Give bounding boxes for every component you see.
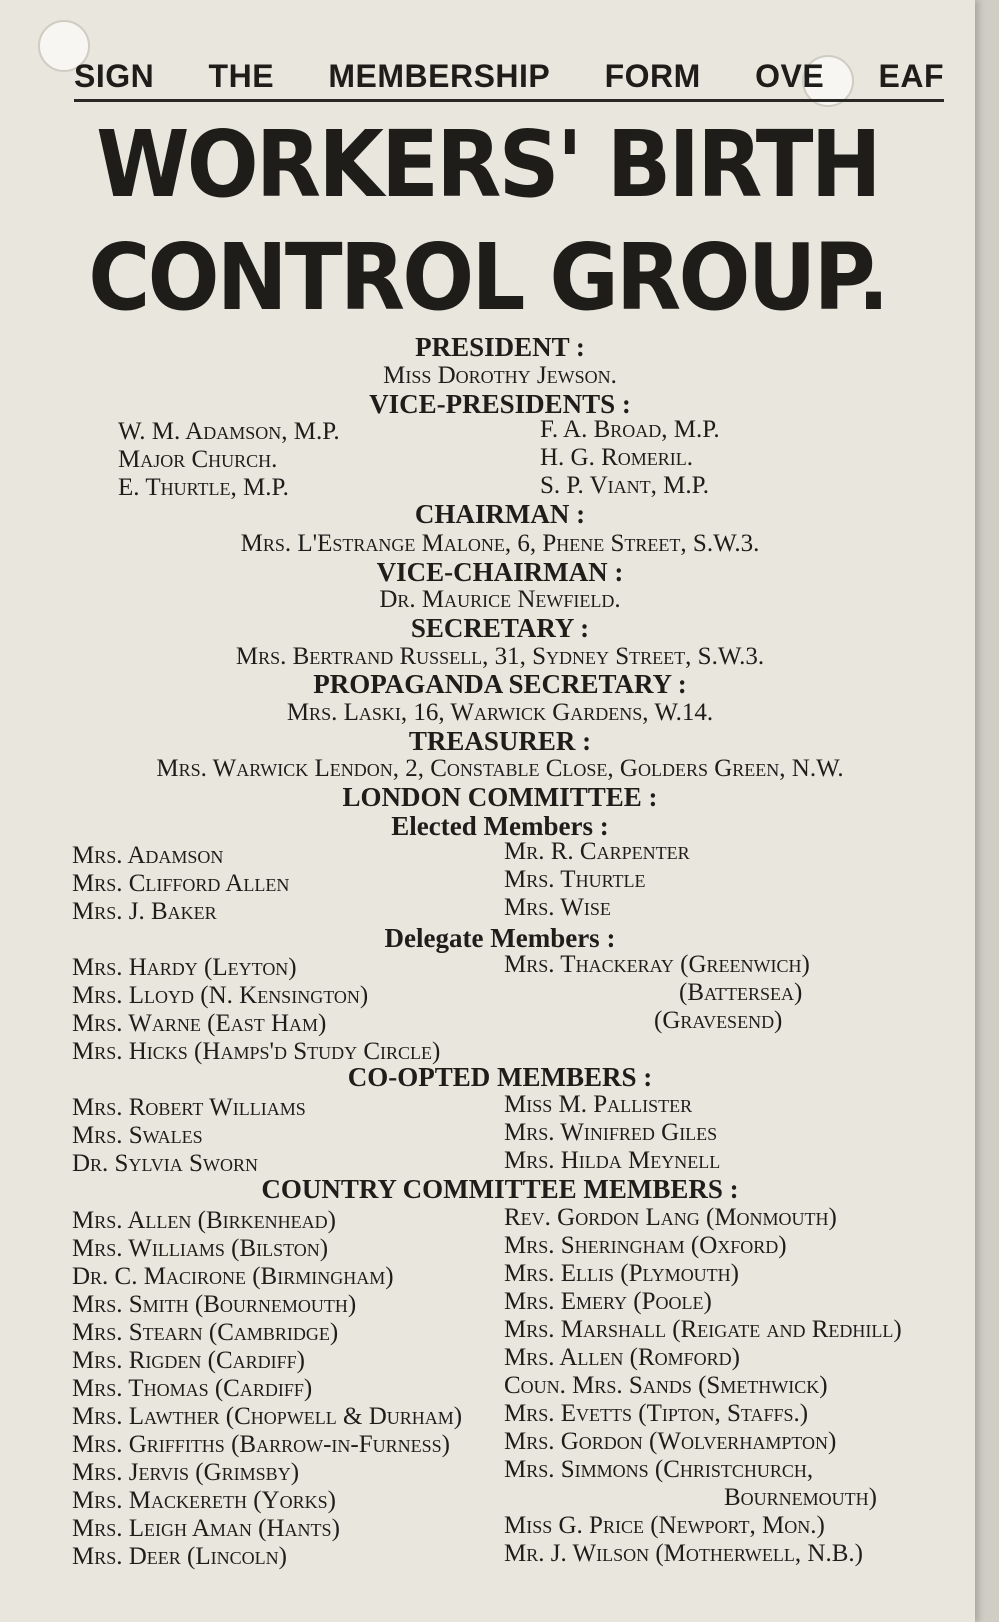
committee-member: Mrs. Lloyd (N. Kensington) bbox=[72, 982, 369, 1009]
committee-member: Mrs. Williams (Bilston) bbox=[72, 1235, 329, 1262]
committee-member: Coun. Mrs. Sands (Smethwick) bbox=[504, 1372, 828, 1399]
country-committee-heading: COUNTRY COMMITTEE MEMBERS : bbox=[261, 1174, 739, 1204]
committee-member: Mr. R. Carpenter bbox=[504, 838, 690, 865]
title-line-1: WORKERS' BIRTH bbox=[96, 111, 879, 218]
committee-member: Mrs. Hicks (Hamps'd Study Circle) bbox=[72, 1038, 441, 1065]
committee-member: Mrs. Allen (Birkenhead) bbox=[72, 1207, 336, 1234]
committee-member: Mrs. Adamson bbox=[72, 842, 224, 869]
committee-member: Mrs. Stearn (Cambridge) bbox=[72, 1319, 339, 1346]
committee-member: Mrs. Robert Williams bbox=[72, 1094, 306, 1121]
committee-member: Bournemouth) bbox=[724, 1484, 877, 1511]
elected-members-right bbox=[504, 838, 690, 922]
committee-member: Mrs. Deer (Lincoln) bbox=[72, 1543, 287, 1570]
committee-member: Mrs. Mackereth (Yorks) bbox=[72, 1487, 336, 1514]
elected-members-heading: Elected Members : bbox=[391, 811, 609, 841]
vice-president: F. A. Broad, M.P. bbox=[540, 416, 720, 443]
committee-member: Mrs. Allen (Romford) bbox=[504, 1344, 740, 1371]
banner-word: THE bbox=[208, 58, 275, 94]
committee-member: Miss G. Price (Newport, Mon.) bbox=[504, 1512, 825, 1539]
chairman-name: Mrs. L'Estrange Malone, 6, Phene Street, S.W.3. bbox=[240, 530, 760, 557]
treasurer-heading: TREASURER : bbox=[408, 726, 592, 756]
committee-member: Mrs. Smith (Bournemouth) bbox=[72, 1291, 357, 1318]
title-line-2: CONTROL GROUP. bbox=[88, 224, 887, 331]
delegate-members-heading: Delegate Members : bbox=[384, 923, 616, 953]
secretary-name: Mrs. Bertrand Russell, 31, Sydney Street, S.W.3. bbox=[235, 643, 765, 670]
committee-member: Mr. J. Wilson (Motherwell, N.B.) bbox=[504, 1540, 863, 1567]
committee-member: Mrs. Thackeray (Greenwich) bbox=[504, 951, 810, 978]
committee-member: Mrs. Lawther (Chopwell & Durham) bbox=[72, 1403, 463, 1430]
committee-member: (Battersea) bbox=[679, 979, 803, 1006]
committee-member: Mrs. J. Baker bbox=[72, 898, 217, 925]
committee-member: Mrs. Ellis (Plymouth) bbox=[504, 1260, 740, 1287]
vice-chairman-name: Dr. Maurice Newfield. bbox=[379, 586, 621, 613]
committee-member: Mrs. Wise bbox=[504, 894, 611, 921]
propaganda-secretary-heading: PROPAGANDA SECRETARY : bbox=[313, 669, 687, 699]
committee-member: (Gravesend) bbox=[654, 1007, 783, 1034]
committee-member: Mrs. Thomas (Cardiff) bbox=[72, 1375, 313, 1402]
vice-chairman-heading: VICE-CHAIRMAN : bbox=[376, 557, 624, 587]
elected-members-left bbox=[72, 842, 289, 926]
vice-presidents-left bbox=[118, 418, 340, 502]
committee-member: Mrs. Thurtle bbox=[504, 866, 646, 893]
committee-member: Dr. C. Macirone (Birmingham) bbox=[72, 1263, 394, 1290]
country-committee-left bbox=[72, 1207, 462, 1571]
banner-word: EAF bbox=[878, 58, 944, 94]
committee-member: Mrs. Simmons (Christchurch, bbox=[504, 1456, 814, 1483]
president-name: Miss Dorothy Jewson. bbox=[383, 362, 617, 389]
committee-member: Mrs. Hardy (Leyton) bbox=[72, 954, 297, 981]
committee-member: Mrs. Evetts (Tipton, Staffs.) bbox=[504, 1400, 809, 1427]
vice-president: W. M. Adamson, M.P. bbox=[118, 418, 340, 445]
country-committee-right bbox=[504, 1204, 902, 1568]
banner-word: FORM bbox=[604, 58, 701, 94]
delegate-members-right bbox=[504, 951, 810, 1035]
committee-member: Dr. Sylvia Sworn bbox=[72, 1150, 258, 1177]
committee-member: Mrs. Marshall (Reigate and Redhill) bbox=[504, 1316, 902, 1343]
committee-member: Miss M. Pallister bbox=[504, 1091, 693, 1118]
co-opted-right bbox=[504, 1091, 720, 1175]
committee-member: Mrs. Sheringham (Oxford) bbox=[504, 1232, 787, 1259]
president-heading: PRESIDENT : bbox=[415, 332, 585, 362]
co-opted-heading: CO-OPTED MEMBERS : bbox=[347, 1062, 653, 1092]
london-committee-heading: LONDON COMMITTEE : bbox=[342, 782, 658, 812]
banner-word: SIGN bbox=[74, 58, 155, 94]
co-opted-left bbox=[72, 1094, 306, 1178]
vice-presidents-right bbox=[540, 416, 720, 500]
committee-member: Mrs. Rigden (Cardiff) bbox=[72, 1347, 306, 1374]
vice-president: H. G. Romeril. bbox=[540, 444, 694, 471]
committee-member: Mrs. Winifred Giles bbox=[504, 1119, 718, 1146]
committee-member: Mrs. Swales bbox=[72, 1122, 203, 1149]
vice-presidents-heading: VICE-PRESIDENTS : bbox=[369, 389, 631, 419]
vice-president: E. Thurtle, M.P. bbox=[118, 474, 289, 501]
delegate-members-left bbox=[72, 954, 440, 1066]
vice-president: S. P. Viant, M.P. bbox=[540, 472, 709, 499]
committee-member: Mrs. Leigh Aman (Hants) bbox=[72, 1515, 340, 1542]
committee-member: Rev. Gordon Lang (Monmouth) bbox=[504, 1204, 837, 1231]
committee-member: Mrs. Griffiths (Barrow-in-Furness) bbox=[72, 1431, 450, 1458]
vice-president: Major Church. bbox=[118, 446, 278, 473]
secretary-heading: SECRETARY : bbox=[410, 613, 590, 643]
propaganda-secretary-name: Mrs. Laski, 16, Warwick Gardens, W.14. bbox=[286, 699, 714, 726]
banner-word: MEMBERSHIP bbox=[328, 58, 551, 94]
committee-member: Mrs. Hilda Meynell bbox=[504, 1147, 721, 1174]
treasurer-name: Mrs. Warwick Lendon, 2, Constable Close, Golders Green, N.W. bbox=[156, 755, 844, 782]
sign-membership-banner bbox=[74, 58, 944, 102]
committee-member: Mrs. Warne (East Ham) bbox=[72, 1010, 327, 1037]
committee-member: Mrs. Emery (Poole) bbox=[504, 1288, 712, 1315]
committee-member: Mrs. Jervis (Grimsby) bbox=[72, 1459, 300, 1486]
committee-member: Mrs. Gordon (Wolverhampton) bbox=[504, 1428, 837, 1455]
banner-word: OVE bbox=[755, 58, 825, 94]
committee-member: Mrs. Clifford Allen bbox=[72, 870, 290, 897]
chairman-heading: CHAIRMAN : bbox=[414, 499, 586, 529]
